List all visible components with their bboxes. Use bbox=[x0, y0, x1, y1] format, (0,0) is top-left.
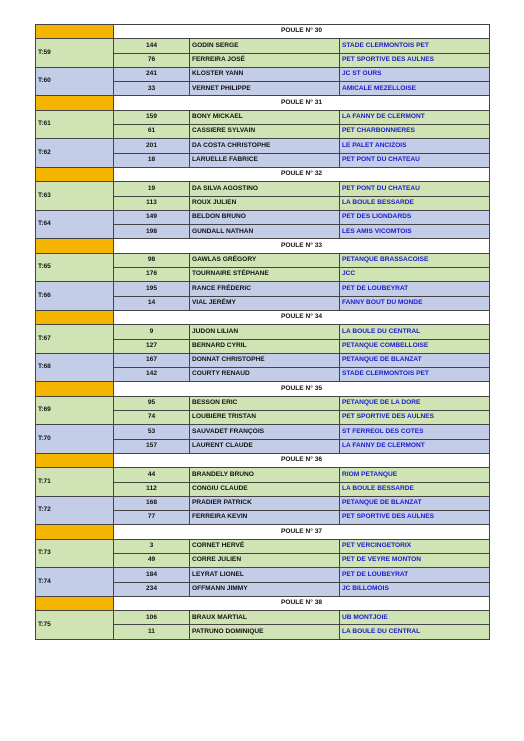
pool-draw-body bbox=[36, 25, 490, 640]
pool-header-row bbox=[36, 310, 490, 324]
player-club: PETANQUE DE BLANZAT bbox=[340, 496, 490, 510]
player-name: CORNET HERVÉ bbox=[190, 539, 340, 553]
table-number: T:68 bbox=[36, 353, 114, 382]
player-name: LARUELLE FABRICE bbox=[190, 153, 340, 167]
player-club: LE PALET ANCIZOIS bbox=[340, 139, 490, 153]
player-club: LA BOULE DU CENTRAL bbox=[340, 325, 490, 339]
player-club: RIOM PETANQUE bbox=[340, 468, 490, 482]
player-number: 112 bbox=[114, 482, 190, 496]
player-name: LAURENT CLAUDE bbox=[190, 439, 340, 453]
pool-draw-table bbox=[35, 24, 490, 640]
player-name: BESSON ERIC bbox=[190, 396, 340, 410]
player-number: 9 bbox=[114, 325, 190, 339]
player-name: BRAUX MARTIAL bbox=[190, 611, 340, 625]
pool-header-row bbox=[36, 596, 490, 610]
player-number: 95 bbox=[114, 396, 190, 410]
player-name: RANCE FRÉDERIC bbox=[190, 282, 340, 296]
table-number: T:65 bbox=[36, 253, 114, 282]
pool-title: POULE N° 35 bbox=[114, 382, 490, 396]
table-number: T:75 bbox=[36, 611, 114, 640]
pool-color-bar bbox=[36, 239, 114, 253]
player-row bbox=[36, 67, 490, 81]
player-name: DONNAT CHRISTOPHE bbox=[190, 353, 340, 367]
player-club: PETANQUE BRASSACOISE bbox=[340, 253, 490, 267]
player-club: PETANQUE COMBELLOISE bbox=[340, 339, 490, 353]
player-number: 74 bbox=[114, 411, 190, 425]
player-name: LEYRAT LIONEL bbox=[190, 568, 340, 582]
player-club: PET DE VEYRE MONTON bbox=[340, 553, 490, 567]
player-number: 142 bbox=[114, 368, 190, 382]
player-row bbox=[36, 139, 490, 153]
table-number: T:73 bbox=[36, 539, 114, 568]
player-club: LA BOULE BESSARDE bbox=[340, 196, 490, 210]
player-club: STADE CLERMONTOIS PET bbox=[340, 368, 490, 382]
pool-title: POULE N° 31 bbox=[114, 96, 490, 110]
player-number: 127 bbox=[114, 339, 190, 353]
player-number: 149 bbox=[114, 210, 190, 224]
player-name: GODIN SERGE bbox=[190, 39, 340, 53]
player-club: AMICALE MEZELLOISE bbox=[340, 82, 490, 96]
pool-header-row bbox=[36, 167, 490, 181]
player-club: LA BOULE BESSARDE bbox=[340, 482, 490, 496]
player-row bbox=[36, 210, 490, 224]
table-number: T:63 bbox=[36, 182, 114, 211]
player-name: COURTY RENAUD bbox=[190, 368, 340, 382]
player-number: 49 bbox=[114, 553, 190, 567]
player-number: 33 bbox=[114, 82, 190, 96]
player-name: LOUBIERE TRISTAN bbox=[190, 411, 340, 425]
player-name: BONY MICKAEL bbox=[190, 110, 340, 124]
player-number: 19 bbox=[114, 182, 190, 196]
pool-color-bar bbox=[36, 596, 114, 610]
player-name: PATRUNO DOMINIQUE bbox=[190, 625, 340, 639]
player-club: PET PONT DU CHATEAU bbox=[340, 182, 490, 196]
player-name: CONGIU CLAUDE bbox=[190, 482, 340, 496]
player-name: GAWLAS GRÉGORY bbox=[190, 253, 340, 267]
player-number: 3 bbox=[114, 539, 190, 553]
player-club: PETANQUE DE BLANZAT bbox=[340, 353, 490, 367]
player-number: 195 bbox=[114, 282, 190, 296]
player-club: PET CHARBONNIERES bbox=[340, 125, 490, 139]
player-club: UB MONTJOIE bbox=[340, 611, 490, 625]
player-name: SAUVADET FRANÇOIS bbox=[190, 425, 340, 439]
pool-title: POULE N° 32 bbox=[114, 167, 490, 181]
player-club: PET SPORTIVE DES AULNES bbox=[340, 53, 490, 67]
pool-header-row bbox=[36, 239, 490, 253]
player-row bbox=[36, 182, 490, 196]
player-name: VIAL JERÉMY bbox=[190, 296, 340, 310]
player-row bbox=[36, 353, 490, 367]
player-name: BRANDELY BRUNO bbox=[190, 468, 340, 482]
pool-title: POULE N° 30 bbox=[114, 25, 490, 39]
player-row bbox=[36, 496, 490, 510]
pool-header-row bbox=[36, 382, 490, 396]
pool-title: POULE N° 33 bbox=[114, 239, 490, 253]
player-club: LES AMIS VICOMTOIS bbox=[340, 225, 490, 239]
player-row bbox=[36, 282, 490, 296]
player-number: 106 bbox=[114, 611, 190, 625]
player-number: 159 bbox=[114, 110, 190, 124]
player-row bbox=[36, 425, 490, 439]
player-number: 167 bbox=[114, 353, 190, 367]
player-name: BELDON BRUNO bbox=[190, 210, 340, 224]
pool-header-row bbox=[36, 525, 490, 539]
player-name: ROUX JULIEN bbox=[190, 196, 340, 210]
table-number: T:70 bbox=[36, 425, 114, 454]
player-name: GUNDALL NATHAN bbox=[190, 225, 340, 239]
player-number: 113 bbox=[114, 196, 190, 210]
pool-title: POULE N° 36 bbox=[114, 453, 490, 467]
pool-header-row bbox=[36, 25, 490, 39]
table-number: T:59 bbox=[36, 39, 114, 68]
player-name: FERREIRA KEVIN bbox=[190, 511, 340, 525]
player-name: OFFMANN JIMMY bbox=[190, 582, 340, 596]
player-club: PET VERCINGETORIX bbox=[340, 539, 490, 553]
table-number: T:67 bbox=[36, 325, 114, 354]
player-club: FANNY BOUT DU MONDE bbox=[340, 296, 490, 310]
table-number: T:61 bbox=[36, 110, 114, 139]
player-row bbox=[36, 253, 490, 267]
table-number: T:62 bbox=[36, 139, 114, 168]
player-number: 144 bbox=[114, 39, 190, 53]
player-row bbox=[36, 396, 490, 410]
player-row bbox=[36, 39, 490, 53]
player-name: BERNARD CYRIL bbox=[190, 339, 340, 353]
player-name: FERREIRA JOSÉ bbox=[190, 53, 340, 67]
table-number: T:60 bbox=[36, 67, 114, 96]
player-number: 11 bbox=[114, 625, 190, 639]
player-number: 18 bbox=[114, 153, 190, 167]
player-number: 201 bbox=[114, 139, 190, 153]
player-number: 184 bbox=[114, 568, 190, 582]
player-number: 53 bbox=[114, 425, 190, 439]
pool-color-bar bbox=[36, 167, 114, 181]
pool-color-bar bbox=[36, 453, 114, 467]
player-number: 157 bbox=[114, 439, 190, 453]
pool-title: POULE N° 34 bbox=[114, 310, 490, 324]
player-number: 76 bbox=[114, 53, 190, 67]
player-club: JCC bbox=[340, 268, 490, 282]
player-row bbox=[36, 325, 490, 339]
player-name: DA COSTA CHRISTOPHE bbox=[190, 139, 340, 153]
table-number: T:69 bbox=[36, 396, 114, 425]
table-number: T:71 bbox=[36, 468, 114, 497]
player-club: PET DE LOUBEYRAT bbox=[340, 282, 490, 296]
player-club: PET SPORTIVE DES AULNES bbox=[340, 511, 490, 525]
pool-color-bar bbox=[36, 525, 114, 539]
pool-header-row bbox=[36, 453, 490, 467]
player-name: CORRE JULIEN bbox=[190, 553, 340, 567]
player-club: PETANQUE DE LA DORE bbox=[340, 396, 490, 410]
pool-color-bar bbox=[36, 310, 114, 324]
player-number: 241 bbox=[114, 67, 190, 81]
player-name: DA SILVA AGOSTINO bbox=[190, 182, 340, 196]
player-row bbox=[36, 539, 490, 553]
table-number: T:66 bbox=[36, 282, 114, 311]
player-name: KLOSTER YANN bbox=[190, 67, 340, 81]
player-name: VERNET PHILIPPE bbox=[190, 82, 340, 96]
player-number: 77 bbox=[114, 511, 190, 525]
pool-title: POULE N° 38 bbox=[114, 596, 490, 610]
player-number: 198 bbox=[114, 225, 190, 239]
player-name: PRADIER PATRICK bbox=[190, 496, 340, 510]
player-club: LA BOULE DU CENTRAL bbox=[340, 625, 490, 639]
player-club: LA FANNY DE CLERMONT bbox=[340, 110, 490, 124]
player-club: JC BILLOMOIS bbox=[340, 582, 490, 596]
pool-color-bar bbox=[36, 25, 114, 39]
player-club: PET SPORTIVE DES AULNES bbox=[340, 411, 490, 425]
player-number: 61 bbox=[114, 125, 190, 139]
player-club: PET DE LOUBEYRAT bbox=[340, 568, 490, 582]
pool-color-bar bbox=[36, 382, 114, 396]
player-number: 168 bbox=[114, 496, 190, 510]
table-number: T:74 bbox=[36, 568, 114, 597]
pool-title: POULE N° 37 bbox=[114, 525, 490, 539]
pool-color-bar bbox=[36, 96, 114, 110]
player-number: 234 bbox=[114, 582, 190, 596]
player-club: STADE CLERMONTOIS PET bbox=[340, 39, 490, 53]
player-club: ST FERREOL DES COTES bbox=[340, 425, 490, 439]
player-name: JUDON LILIAN bbox=[190, 325, 340, 339]
table-number: T:72 bbox=[36, 496, 114, 525]
player-number: 44 bbox=[114, 468, 190, 482]
player-name: TOURNAIRE STÉPHANE bbox=[190, 268, 340, 282]
player-row bbox=[36, 568, 490, 582]
player-row bbox=[36, 110, 490, 124]
pool-header-row bbox=[36, 96, 490, 110]
player-club: PET PONT DU CHATEAU bbox=[340, 153, 490, 167]
player-club: LA FANNY DE CLERMONT bbox=[340, 439, 490, 453]
table-number: T:64 bbox=[36, 210, 114, 239]
player-club: PET DES LIONDARDS bbox=[340, 210, 490, 224]
player-club: JC ST OURS bbox=[340, 67, 490, 81]
player-number: 14 bbox=[114, 296, 190, 310]
player-number: 176 bbox=[114, 268, 190, 282]
player-row bbox=[36, 611, 490, 625]
player-row bbox=[36, 468, 490, 482]
player-number: 98 bbox=[114, 253, 190, 267]
player-name: CASSIERE SYLVAIN bbox=[190, 125, 340, 139]
